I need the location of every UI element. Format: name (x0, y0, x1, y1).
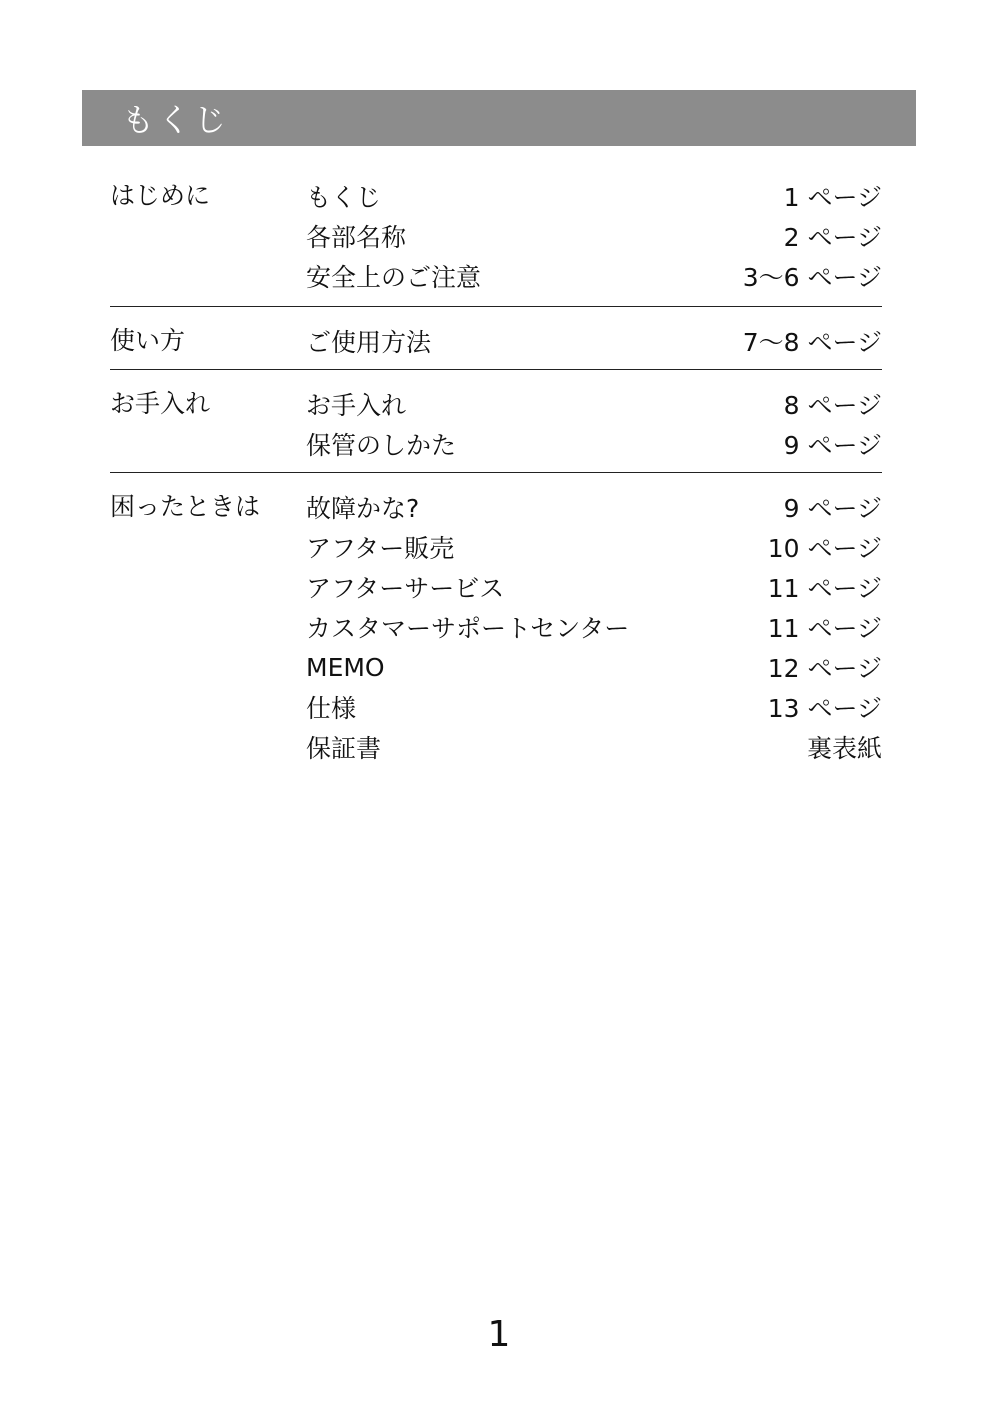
entry-page: 7〜8 ページ (742, 328, 882, 357)
toc-entry[interactable] (306, 176, 882, 216)
entry-page: 9 ページ (783, 431, 882, 460)
entry-page: 12 ページ (767, 654, 882, 683)
toc-entry[interactable] (306, 216, 882, 256)
entry-title: アフター販売 (306, 534, 455, 563)
entry-title: 故障かな? (306, 494, 420, 523)
entry-title: お手入れ (306, 391, 407, 420)
toc-section-maintenance (110, 382, 882, 473)
toc-entry[interactable] (306, 687, 882, 727)
entry-page: 3〜6 ページ (742, 263, 882, 292)
toc-section-troubleshooting (110, 485, 882, 775)
toc-entry[interactable] (306, 321, 882, 361)
entry-page: 13 ページ (767, 694, 882, 723)
entry-page: 1 ページ (783, 183, 882, 212)
toc-section-usage (110, 319, 882, 370)
entry-title: 保証書 (306, 734, 382, 763)
entry-page: 8 ページ (783, 391, 882, 420)
section-label: 困ったときは (110, 492, 261, 521)
entry-page: 11 ページ (767, 574, 882, 603)
table-of-contents (110, 174, 882, 775)
entry-title: 安全上のご注意 (306, 263, 482, 292)
section-label: お手入れ (110, 389, 211, 418)
section-label: 使い方 (110, 326, 186, 355)
entry-title: 各部名称 (306, 223, 407, 252)
toc-entry[interactable] (306, 607, 882, 647)
entry-title: 仕様 (306, 694, 357, 723)
entry-title: カスタマーサポートセンター (306, 614, 630, 643)
toc-entry[interactable] (306, 256, 882, 296)
toc-entry[interactable] (306, 487, 882, 527)
entry-title: MEMO (306, 652, 385, 682)
page-number: 1 (487, 1314, 511, 1355)
section-label: はじめに (110, 181, 211, 210)
title-bar (82, 90, 916, 146)
entry-title: アフターサービス (306, 574, 505, 603)
entry-title: もくじ (306, 183, 382, 212)
toc-entry[interactable] (306, 527, 882, 567)
toc-entry[interactable] (306, 727, 882, 767)
entry-page: 裏表紙 (806, 734, 882, 763)
entry-title: ご使用方法 (306, 328, 432, 357)
toc-entry[interactable] (306, 424, 882, 464)
toc-section-introduction (110, 174, 882, 307)
entry-page: 9 ページ (783, 494, 882, 523)
entry-page: 2 ページ (783, 223, 882, 252)
toc-entry[interactable] (306, 567, 882, 607)
toc-entry[interactable] (306, 647, 882, 687)
page-title: もくじ (122, 101, 231, 139)
entry-title: 保管のしかた (306, 431, 457, 460)
entry-page: 10 ページ (767, 534, 882, 563)
entry-page: 11 ページ (767, 614, 882, 643)
toc-entry[interactable] (306, 384, 882, 424)
